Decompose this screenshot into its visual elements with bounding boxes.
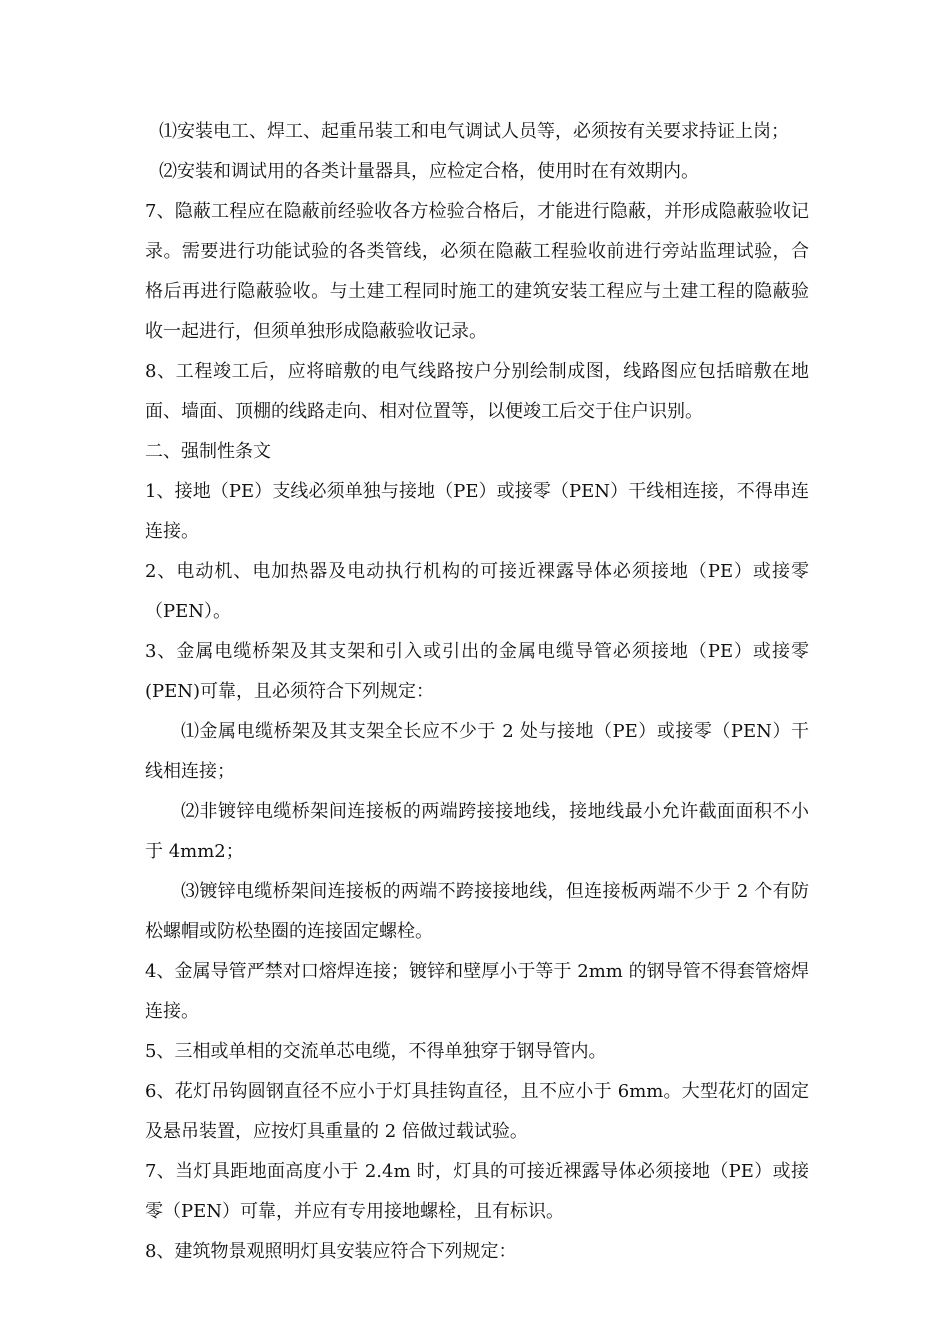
paragraph-clause-3-item-2: ⑵非镀锌电缆桥架间连接板的两端跨接接地线，接地线最小允许截面面积不小于 4mm2； <box>145 801 809 862</box>
paragraph-clause-6: 6、花灯吊钩圆钢直径不应小于灯具挂钩直径，且不应小于 6mm。大型花灯的固定及悬吊装置，应按灯具重量的 2 倍做过载试验。 <box>145 1081 809 1142</box>
paragraph-clause-3: 3、金属电缆桥架及其支架和引入或引出的金属电缆导管必须接地（PE）或接零(PEN)可靠，且必须符合下列规定： <box>145 641 809 702</box>
paragraph-clause-4: 4、金属导管严禁对口熔焊连接；镀锌和壁厚小于等于 2mm 的钢导管不得套管熔焊连接。 <box>145 961 809 1022</box>
paragraph-clause-3-item-1: ⑴金属电缆桥架及其支架全长应不少于 2 处与接地（PE）或接零（PEN）干线相连接； <box>145 721 809 782</box>
paragraph-clause-1: 1、接地（PE）支线必须单独与接地（PE）或接零（PEN）干线相连接，不得串连连接。 <box>145 481 809 542</box>
paragraph-completion-drawings: 8、工程竣工后，应将暗敷的电气线路按户分别绘制成图，线路图应包括暗敷在地面、墙面、顶棚的线路走向、相对位置等，以便竣工后交于住户识别。 <box>145 361 809 422</box>
paragraph-measuring-instruments: ⑵安装和调试用的各类计量器具，应检定合格，使用时在有效期内。 <box>159 161 699 182</box>
paragraph-certification: ⑴安装电工、焊工、起重吊装工和电气调试人员等，必须按有关要求持证上岗； <box>159 121 789 142</box>
paragraph-clause-3-item-3: ⑶镀锌电缆桥架间连接板的两端不跨接接地线，但连接板两端不少于 2 个有防松螺帽或防松垫圈的连接固定螺栓。 <box>145 881 809 942</box>
paragraph-clause-2: 2、电动机、电加热器及电动执行机构的可接近裸露导体必须接地（PE）或接零（PEN）。 <box>145 561 809 622</box>
document-body <box>145 112 809 1272</box>
paragraph-concealed-works: 7、隐蔽工程应在隐蔽前经验收各方检验合格后，才能进行隐蔽，并形成隐蔽验收记录。需要进行功能试验的各类管线，必须在隐蔽工程验收前进行旁站监理试验，合格后再进行隐蔽验收。与土建工程同时施工的建筑安装工程应与土建工程的隐蔽验收一起进行，但须单独形成隐蔽验收记录。 <box>145 201 809 342</box>
paragraph-clause-7: 7、当灯具距地面高度小于 2.4m 时，灯具的可接近裸露导体必须接地（PE）或接零（PEN）可靠，并应有专用接地螺栓，且有标识。 <box>145 1161 809 1222</box>
section-heading-mandatory-provisions: 二、强制性条文 <box>145 441 271 462</box>
paragraph-clause-5: 5、三相或单相的交流单芯电缆，不得单独穿于钢导管内。 <box>145 1041 607 1062</box>
paragraph-clause-8: 8、建筑物景观照明灯具安装应符合下列规定： <box>145 1241 517 1262</box>
